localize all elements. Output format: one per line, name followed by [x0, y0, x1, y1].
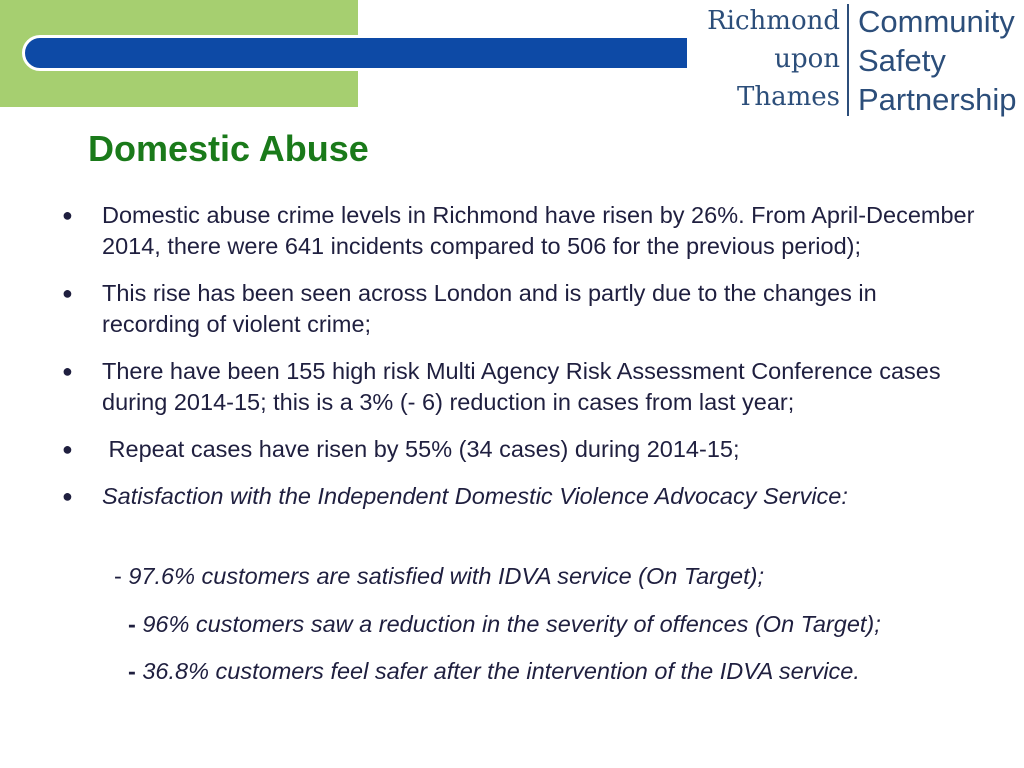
logo-line-community: Community: [858, 4, 1015, 39]
logo-line-richmond: Richmond: [707, 6, 840, 36]
slide-title: Domestic Abuse: [88, 128, 369, 169]
bullet-text: This rise has been seen across London and is partly due to the changes in recording of violent crime;: [102, 280, 877, 337]
sub-item-text: 97.6% customers are satisfied with IDVA service (On Target);: [128, 563, 764, 589]
header-blue-bar: [22, 35, 690, 71]
logo-line-thames: Thames: [737, 82, 840, 112]
bullet-dot-icon: ●: [62, 283, 73, 303]
sub-item-text: 36.8% customers feel safer after the intervention of the IDVA service.: [142, 658, 860, 684]
sub-item: [114, 563, 764, 590]
sub-item-dash: -: [114, 563, 129, 589]
logo-line-partnership: Partnership: [858, 82, 1017, 117]
bullet-item: [58, 356, 978, 418]
logo-partnership-name: [858, 2, 1017, 119]
logo-divider: [847, 4, 849, 116]
logo-line-safety: Safety: [858, 43, 946, 78]
bullet-item: [58, 434, 978, 465]
bullet-dot-icon: ●: [62, 205, 73, 225]
bullet-text: Repeat cases have risen by 55% (34 cases) during 2014-15;: [102, 436, 740, 462]
partnership-logo: [700, 0, 1024, 120]
sub-item: [128, 658, 860, 685]
bullet-dot-icon: ●: [62, 439, 73, 459]
bullet-list: [58, 200, 978, 528]
bullet-dot-icon: ●: [62, 361, 73, 381]
bullet-dot-icon: ●: [62, 486, 73, 506]
bullet-text: Satisfaction with the Independent Domestic Violence Advocacy Service:: [102, 483, 848, 509]
sub-item-dash: -: [128, 658, 143, 684]
sub-item-dash: -: [128, 611, 143, 637]
bullet-item: [58, 481, 978, 512]
sub-item: [128, 611, 881, 638]
bullet-item: [58, 200, 978, 262]
bullet-item: [58, 278, 978, 340]
bullet-text: There have been 155 high risk Multi Agency Risk Assessment Conference cases during 2014-15; this is a 3% (- 6) reduction in cases from last year;: [102, 358, 941, 415]
sub-item-text: 96% customers saw a reduction in the severity of offences (On Target);: [142, 611, 881, 637]
logo-borough-name: [700, 2, 840, 116]
bullet-text: Domestic abuse crime levels in Richmond have risen by 26%. From April-December 2014, there were 641 incidents compared to 506 for the previous period);: [102, 202, 975, 259]
logo-line-upon: upon: [774, 44, 840, 74]
